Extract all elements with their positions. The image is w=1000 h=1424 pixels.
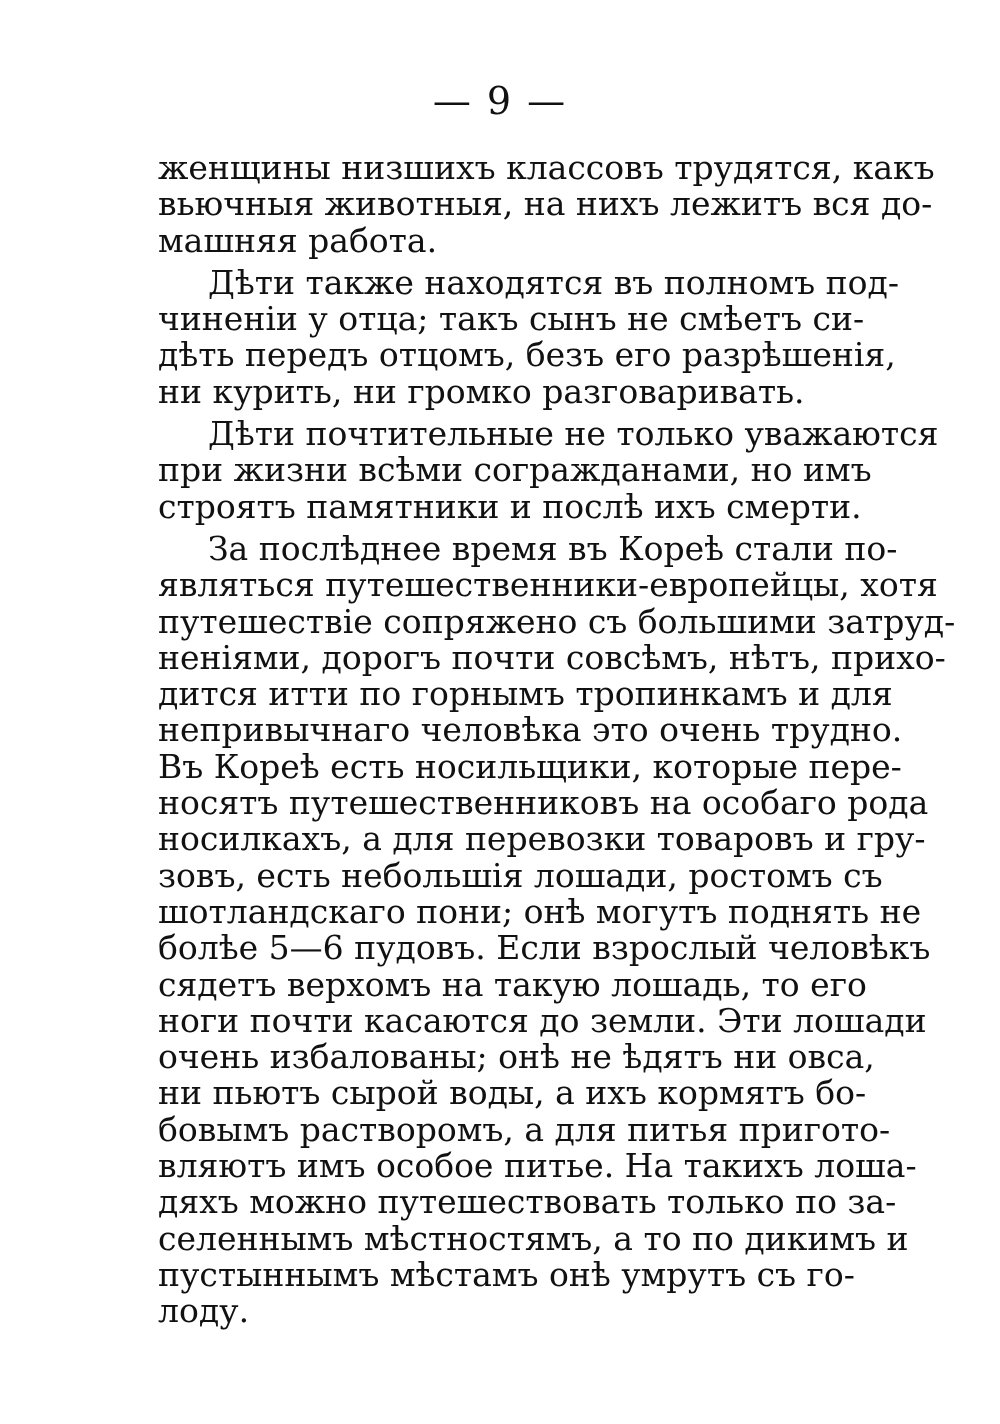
text-line: бовымъ растворомъ, а для питья пригото-	[158, 1109, 891, 1149]
text-line: непривычнаго человѣка это очень трудно.	[158, 710, 903, 750]
text-line: машняя работа.	[158, 220, 438, 260]
text-line: зовъ, есть небольшія лошади, ростомъ съ	[158, 855, 883, 895]
paragraph-3	[158, 414, 939, 526]
text-line: дится итти по горнымъ тропинкамъ и для	[158, 674, 893, 714]
text-line: являться путешественники-европейцы, хотя	[158, 565, 938, 605]
text-line: сядетъ верхомъ на такую лошадь, то его	[158, 964, 867, 1004]
paragraph-4	[158, 528, 956, 1331]
text-line: Въ Кореѣ есть носильщики, которые пере-	[158, 746, 902, 786]
text-line: шотландскаго пони; онѣ могутъ поднять не	[158, 891, 922, 931]
text-line: неніями, дорогъ почти совсѣмъ, нѣтъ, прихо-	[158, 637, 946, 677]
text-line: носятъ путешественниковъ на особаго рода	[158, 783, 929, 823]
paragraph-2	[158, 262, 899, 411]
text-line: вляютъ имъ особое питье. На такихъ лоша-	[158, 1146, 917, 1186]
text-line: вьючныя животныя, на нихъ лежитъ вся до-	[158, 184, 933, 224]
paragraph-1	[158, 148, 935, 260]
text-line: пустыннымъ мѣстамъ онѣ умрутъ съ го-	[158, 1254, 855, 1294]
page-number: — 9 —	[432, 79, 568, 123]
text-line: лоду.	[158, 1291, 250, 1331]
text-line: ни курить, ни громко разговаривать.	[158, 371, 805, 411]
text-line: очень избалованы; онѣ не ѣдятъ ни овса,	[158, 1037, 875, 1077]
text-line: дѣть передъ отцомъ, безъ его разрѣшенія,	[158, 335, 896, 375]
text-line: при жизни всѣми согражданами, но имъ	[158, 450, 872, 490]
text-line: строятъ памятники и послѣ ихъ смерти.	[158, 486, 862, 526]
text-line: болѣе 5—6 пудовъ. Если взрослый человѣкъ	[158, 928, 931, 968]
text-line: чиненіи у отца; такъ сынъ не смѣетъ си-	[158, 299, 865, 339]
text-line: ноги почти касаются до земли. Эти лошади	[158, 1000, 927, 1040]
text-line: ни пьютъ сырой воды, а ихъ кормятъ бо-	[158, 1073, 867, 1113]
text-line: За послѣднее время въ Кореѣ стали по-	[208, 528, 898, 568]
text-line: Дѣти почтительные не только уважаются	[208, 414, 939, 454]
text-line: селеннымъ мѣстностямъ, а то по дикимъ и	[158, 1218, 909, 1258]
text-line: дяхъ можно путешествовать только по за-	[158, 1182, 897, 1222]
text-line: путешествіе сопряжено съ большими затруд-	[158, 601, 956, 641]
text-line: носилкахъ, а для перевозки товаровъ и гру-	[158, 819, 926, 859]
text-line: женщины низшихъ классовъ трудятся, какъ	[158, 148, 935, 187]
text-line: Дѣти также находятся въ полномъ под-	[208, 262, 899, 302]
body-text	[158, 148, 956, 1331]
